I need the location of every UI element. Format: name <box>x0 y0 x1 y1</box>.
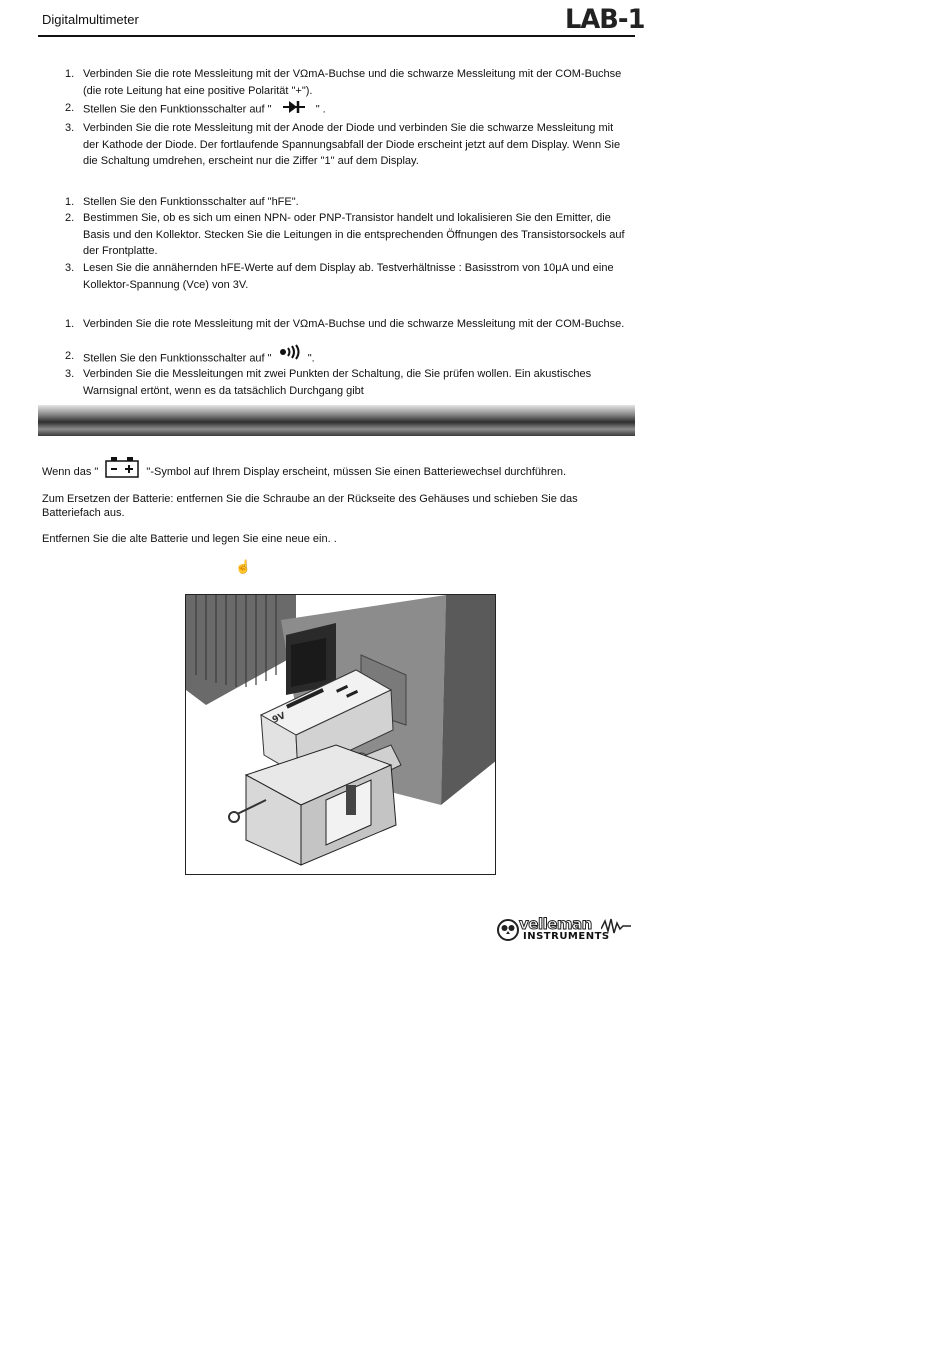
para-text-before: Wenn das " <box>42 465 99 478</box>
battery-replacement-illustration <box>185 594 496 875</box>
pointer-glyph: ☝ <box>235 559 252 574</box>
logo-wordmark: velleman <box>519 915 592 933</box>
step-text-after: " . <box>315 103 326 116</box>
velleman-logo <box>497 915 637 945</box>
step-number: 1. <box>65 196 75 208</box>
step-text: Bestimmen Sie, ob es sich um einen NPN- oder PNP-Transistor handelt und lokalisieren Sie den Emitter, die Basis und den Kollektor. Stecken Sie die Leitungen in die entsprechenden Öffnungen des Transistorsockels auf der Frontplatte. <box>83 212 625 257</box>
battery-paragraph-3: Entfernen Sie die alte Batterie und legen Sie eine neue ein. . <box>42 533 337 545</box>
step-text: Verbinden Sie die Messleitungen mit zwei Punkten der Schaltung, die Sie prüfen wollen. Ein akustisches Warnsignal ertönt, wenn es da tatsächlich Durchgang gibt <box>83 368 592 397</box>
step-number: 1. <box>65 68 75 80</box>
step-text-before: Stellen Sie den Funktionsschalter auf " <box>83 352 272 365</box>
step-number: 3. <box>65 122 75 134</box>
step-text: Verbinden Sie die rote Messleitung mit der VΩmA-Buchse und die schwarze Messleitung mit der COM-Buchse (die rote Leitung hat eine positive Polarität "+"). <box>83 68 622 97</box>
battery-paragraph-2: Zum Ersetzen der Batterie: entfernen Sie die Schraube an der Rückseite des Gehäuses und schieben Sie das Batteriefach aus. <box>42 493 578 519</box>
section-heading-bar <box>38 405 635 436</box>
step-text: Lesen Sie die annähernden hFE-Werte auf dem Display ab. Testverhältnisse : Basisstrom von 10μA und eine Kollektor-Spannung (Vce) von 3V. <box>83 262 614 291</box>
step-text-wrap <box>83 100 625 120</box>
step-text-before: Stellen Sie den Funktionsschalter auf " <box>83 103 272 116</box>
step-number: 2. <box>65 212 75 224</box>
step-text: Verbinden Sie die rote Messleitung mit der VΩmA-Buchse und die schwarze Messleitung mit der COM-Buchse. <box>83 318 625 330</box>
step-number: 3. <box>65 368 75 380</box>
battery-paragraph-1 <box>42 459 602 485</box>
owl-icon <box>497 917 519 943</box>
para-text-after: "-Symbol auf Ihrem Display erscheint, müssen Sie einen Batteriewechsel durchführen. <box>146 465 567 478</box>
page-header-title: Digitalmultimeter <box>42 12 139 27</box>
step-number: 3. <box>65 262 75 274</box>
brand-logo: LAB-1 <box>565 4 645 35</box>
header-divider <box>38 35 635 37</box>
step-number: 2. <box>65 350 75 362</box>
step-number: 1. <box>65 318 75 330</box>
step-text-after: ". <box>307 352 315 365</box>
step-number: 2. <box>65 102 75 114</box>
buzzer-icon <box>279 344 301 366</box>
step-text: Stellen Sie den Funktionsschalter auf "hFE". <box>83 196 299 208</box>
battery-label: 9V <box>271 711 288 726</box>
diode-icon <box>283 100 305 120</box>
logo-subtitle: INSTRUMENTS <box>523 931 610 942</box>
battery-icon <box>105 456 139 482</box>
step-text: Verbinden Sie die rote Messleitung mit der Anode der Diode und verbinden Sie die schwarze Messleitung mit der Kathode der Diode. Der fortlaufende Spannungsabfall der Diode erscheint jetzt auf dem Display. Wenn Sie die Schaltung umdrehen, erscheint nur die Ziffer "1" auf dem Display. <box>83 122 621 167</box>
